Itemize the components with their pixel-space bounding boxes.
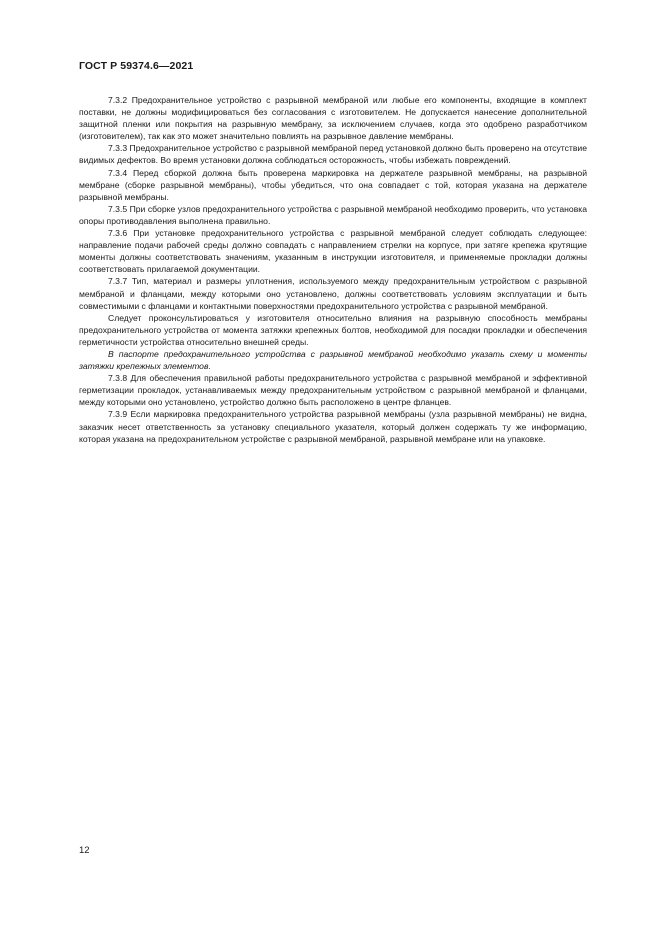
paragraph-7-3-4: 7.3.4 Перед сборкой должна быть проверена маркировка на держателе разрывной мембраны, на разрывной мембране (сборке разрывной мембраны), чтобы убедиться, что она совпадает с той, которая указана на держателе разрывной мембраны. (79, 167, 587, 202)
paragraph-7-3-2: 7.3.2 Предохранительное устройство с разрывной мембраной или любые его компоненты, входящие в комплект поставки, не должны модифицироваться без согласования с изготовителем. Не допускается нанесение дополнительной защитной пленки или покрытия на разрывную мембрану, за исключением случаев, когда это одобрено разработчиком (изготовителем), так как это может значительно повлиять на разрывное давление мембраны. (79, 95, 587, 142)
paragraph-7-3-9: 7.3.9 Если маркировка предохранительного устройства разрывной мембраны (узла разрывной мембраны) не видна, заказчик несет ответственность за установку специального указателя, который должен содержать ту же информацию, которая указана на предохранительном устройстве с разрывной мембраной, разрывной мембране или на упаковке. (79, 409, 587, 444)
paragraph-7-3-7: 7.3.7 Тип, материал и размеры уплотнения, используемого между предохранительным устройством с разрывной мембраной и фланцами, между которыми оно установлено, должны соответствовать условиям эксплуатации и быть совместимыми с фланцами и контактными поверхностями предохранительного устройства с разрывной мембраной. (79, 276, 587, 311)
page-number: 12 (79, 845, 90, 856)
document-body (79, 94, 587, 445)
paragraph-consult-note: Следует проконсультироваться у изготовителя относительно влияния на разрывную способность мембраны предохранительного устройства от момента затяжки крепежных болтов, необходимой для посадки прокладки и обеспечения герметичности устройства относительно внешней среды. (79, 312, 587, 347)
paragraph-7-3-8: 7.3.8 Для обеспечения правильной работы предохранительного устройства с разрывной мембраной и эффективной герметизации прокладок, устанавливаемых между предохранительным устройством с разрывной мембраной и фланцами, между которыми оно установлено, устройство должно быть расположено в центре фланцев. (79, 373, 587, 408)
italic-note: В паспорте предохранительного устройства с разрывной мембраной необходимо указать схему и моменты затяжки крепежных элементов. (79, 348, 587, 372)
document-header: ГОСТ Р 59374.6—2021 (79, 60, 194, 72)
paragraph-7-3-3: 7.3.3 Предохранительное устройство с разрывной мембраной перед установкой должно быть проверено на отсутствие видимых дефектов. Во время установки должна соблюдаться осторожность, чтобы избежать повреждений. (79, 143, 587, 166)
paragraph-7-3-6: 7.3.6 При установке предохранительного устройства с разрывной мембраной следует соблюдать следующее: направление подачи рабочей среды должно совпадать с направлением стрелки на корпусе, при затяге крепежа крутящие моменты должны соответствовать значениям, указанным в инструкции изготовителя, и применяемые прокладки должны соответствовать прилагаемой документации. (79, 228, 587, 275)
paragraph-7-3-5: 7.3.5 При сборке узлов предохранительного устройства с разрывной мембраной необходимо проверить, что установка опоры противодавления выполнена правильно. (79, 203, 587, 226)
